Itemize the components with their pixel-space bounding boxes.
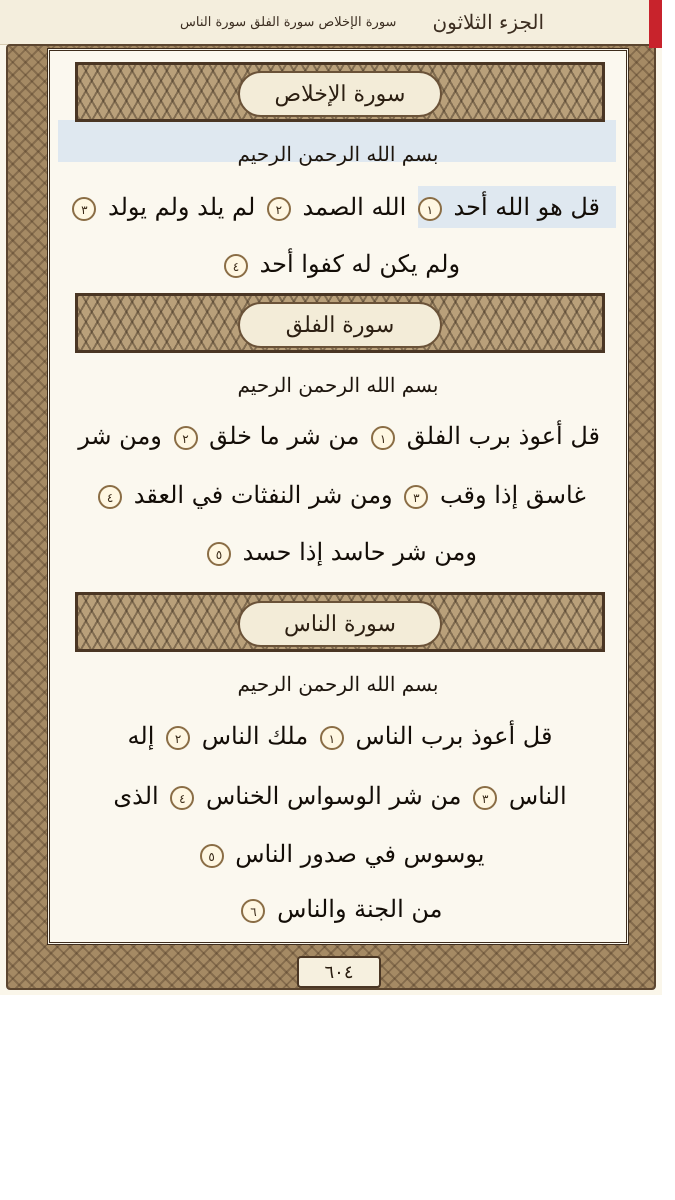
ayah-line[interactable] xyxy=(80,481,600,509)
ayah-text[interactable]: ومن شر النفثات في العقد xyxy=(133,481,393,509)
page-header xyxy=(0,0,662,45)
ayah-number-marker[interactable]: ٥ xyxy=(200,844,224,868)
basmala[interactable]: بسم الله الرحمن الرحيم xyxy=(237,373,439,397)
ayah-line[interactable] xyxy=(80,193,600,221)
ayah-number-marker[interactable]: ٢ xyxy=(267,197,291,221)
ayah-text[interactable]: لم يلد ولم يولد xyxy=(108,193,256,221)
ayah-line[interactable] xyxy=(80,722,600,750)
ayah-number-marker[interactable]: ١ xyxy=(418,197,442,221)
ayah-text[interactable]: من شر ما خلق xyxy=(209,422,360,450)
ayah-text[interactable]: ملك الناس xyxy=(201,722,309,750)
ayah-number-marker[interactable]: ٢ xyxy=(166,726,190,750)
ayah-text[interactable]: إله xyxy=(127,722,155,750)
surah-cartouche xyxy=(238,601,442,647)
page-number-box xyxy=(297,956,381,988)
ayah-text[interactable]: ولم يكن له كفوا أحد xyxy=(259,250,461,278)
ayah-text[interactable]: من شر الوسواس الخناس xyxy=(205,782,462,810)
ayah-number-marker[interactable]: ٣ xyxy=(72,197,96,221)
ayah-text[interactable]: ومن شر حاسد إذا حسد xyxy=(242,538,477,566)
ayah-number-marker[interactable]: ٣ xyxy=(473,786,497,810)
surah-names-label: سورة الإخلاص سورة الفلق سورة الناس xyxy=(180,14,397,30)
ayah-number-marker[interactable]: ٥ xyxy=(207,542,231,566)
ayah-line[interactable] xyxy=(80,422,600,450)
surah-banner-ikhlas xyxy=(75,62,605,122)
ayah-number-marker[interactable]: ٢ xyxy=(174,426,198,450)
ayah-text[interactable]: الله الصمد xyxy=(302,193,407,221)
basmala[interactable]: بسم الله الرحمن الرحيم xyxy=(237,142,439,166)
surah-title: سورة الفلق xyxy=(285,312,395,338)
ayah-line[interactable] xyxy=(80,895,600,923)
surah-title: سورة الإخلاص xyxy=(274,81,406,107)
ayah-text[interactable]: الناس xyxy=(508,782,567,810)
ayah-number-marker[interactable]: ١ xyxy=(371,426,395,450)
ayah-number-marker[interactable]: ٤ xyxy=(98,485,122,509)
ayah-number-marker[interactable]: ٦ xyxy=(241,899,265,923)
ayah-text[interactable]: يوسوس في صدور الناس xyxy=(235,840,485,868)
ayah-line[interactable] xyxy=(80,250,600,278)
ayah-number-marker[interactable]: ١ xyxy=(320,726,344,750)
page-number: ٦٠٤ xyxy=(324,961,354,983)
bookmark-ribbon[interactable] xyxy=(649,0,662,48)
surah-cartouche xyxy=(238,71,442,117)
ayah-number-marker[interactable]: ٤ xyxy=(224,254,248,278)
ayah-line[interactable] xyxy=(80,538,600,566)
ayah-number-marker[interactable]: ٣ xyxy=(404,485,428,509)
ayah-text[interactable]: ومن شر xyxy=(78,422,162,450)
ayah-line[interactable] xyxy=(80,840,600,868)
juz-label: الجزء الثلاثون xyxy=(432,10,544,34)
surah-banner-nas xyxy=(75,592,605,652)
ayah-text[interactable]: غاسق إذا وقب xyxy=(439,481,586,509)
basmala[interactable]: بسم الله الرحمن الرحيم xyxy=(237,672,439,696)
ayah-number-marker[interactable]: ٤ xyxy=(170,786,194,810)
surah-title: سورة الناس xyxy=(284,611,396,637)
ayah-text[interactable]: الذى xyxy=(113,782,159,810)
ayah-text[interactable]: من الجنة والناس xyxy=(277,895,443,923)
ayah-text[interactable]: قل أعوذ برب الفلق xyxy=(406,422,600,450)
ayah-text[interactable]: قل هو الله أحد xyxy=(453,193,600,221)
surah-banner-falaq xyxy=(75,293,605,353)
surah-cartouche xyxy=(238,302,442,348)
ayah-text[interactable]: قل أعوذ برب الناس xyxy=(355,722,553,750)
ayah-line[interactable] xyxy=(80,782,600,810)
